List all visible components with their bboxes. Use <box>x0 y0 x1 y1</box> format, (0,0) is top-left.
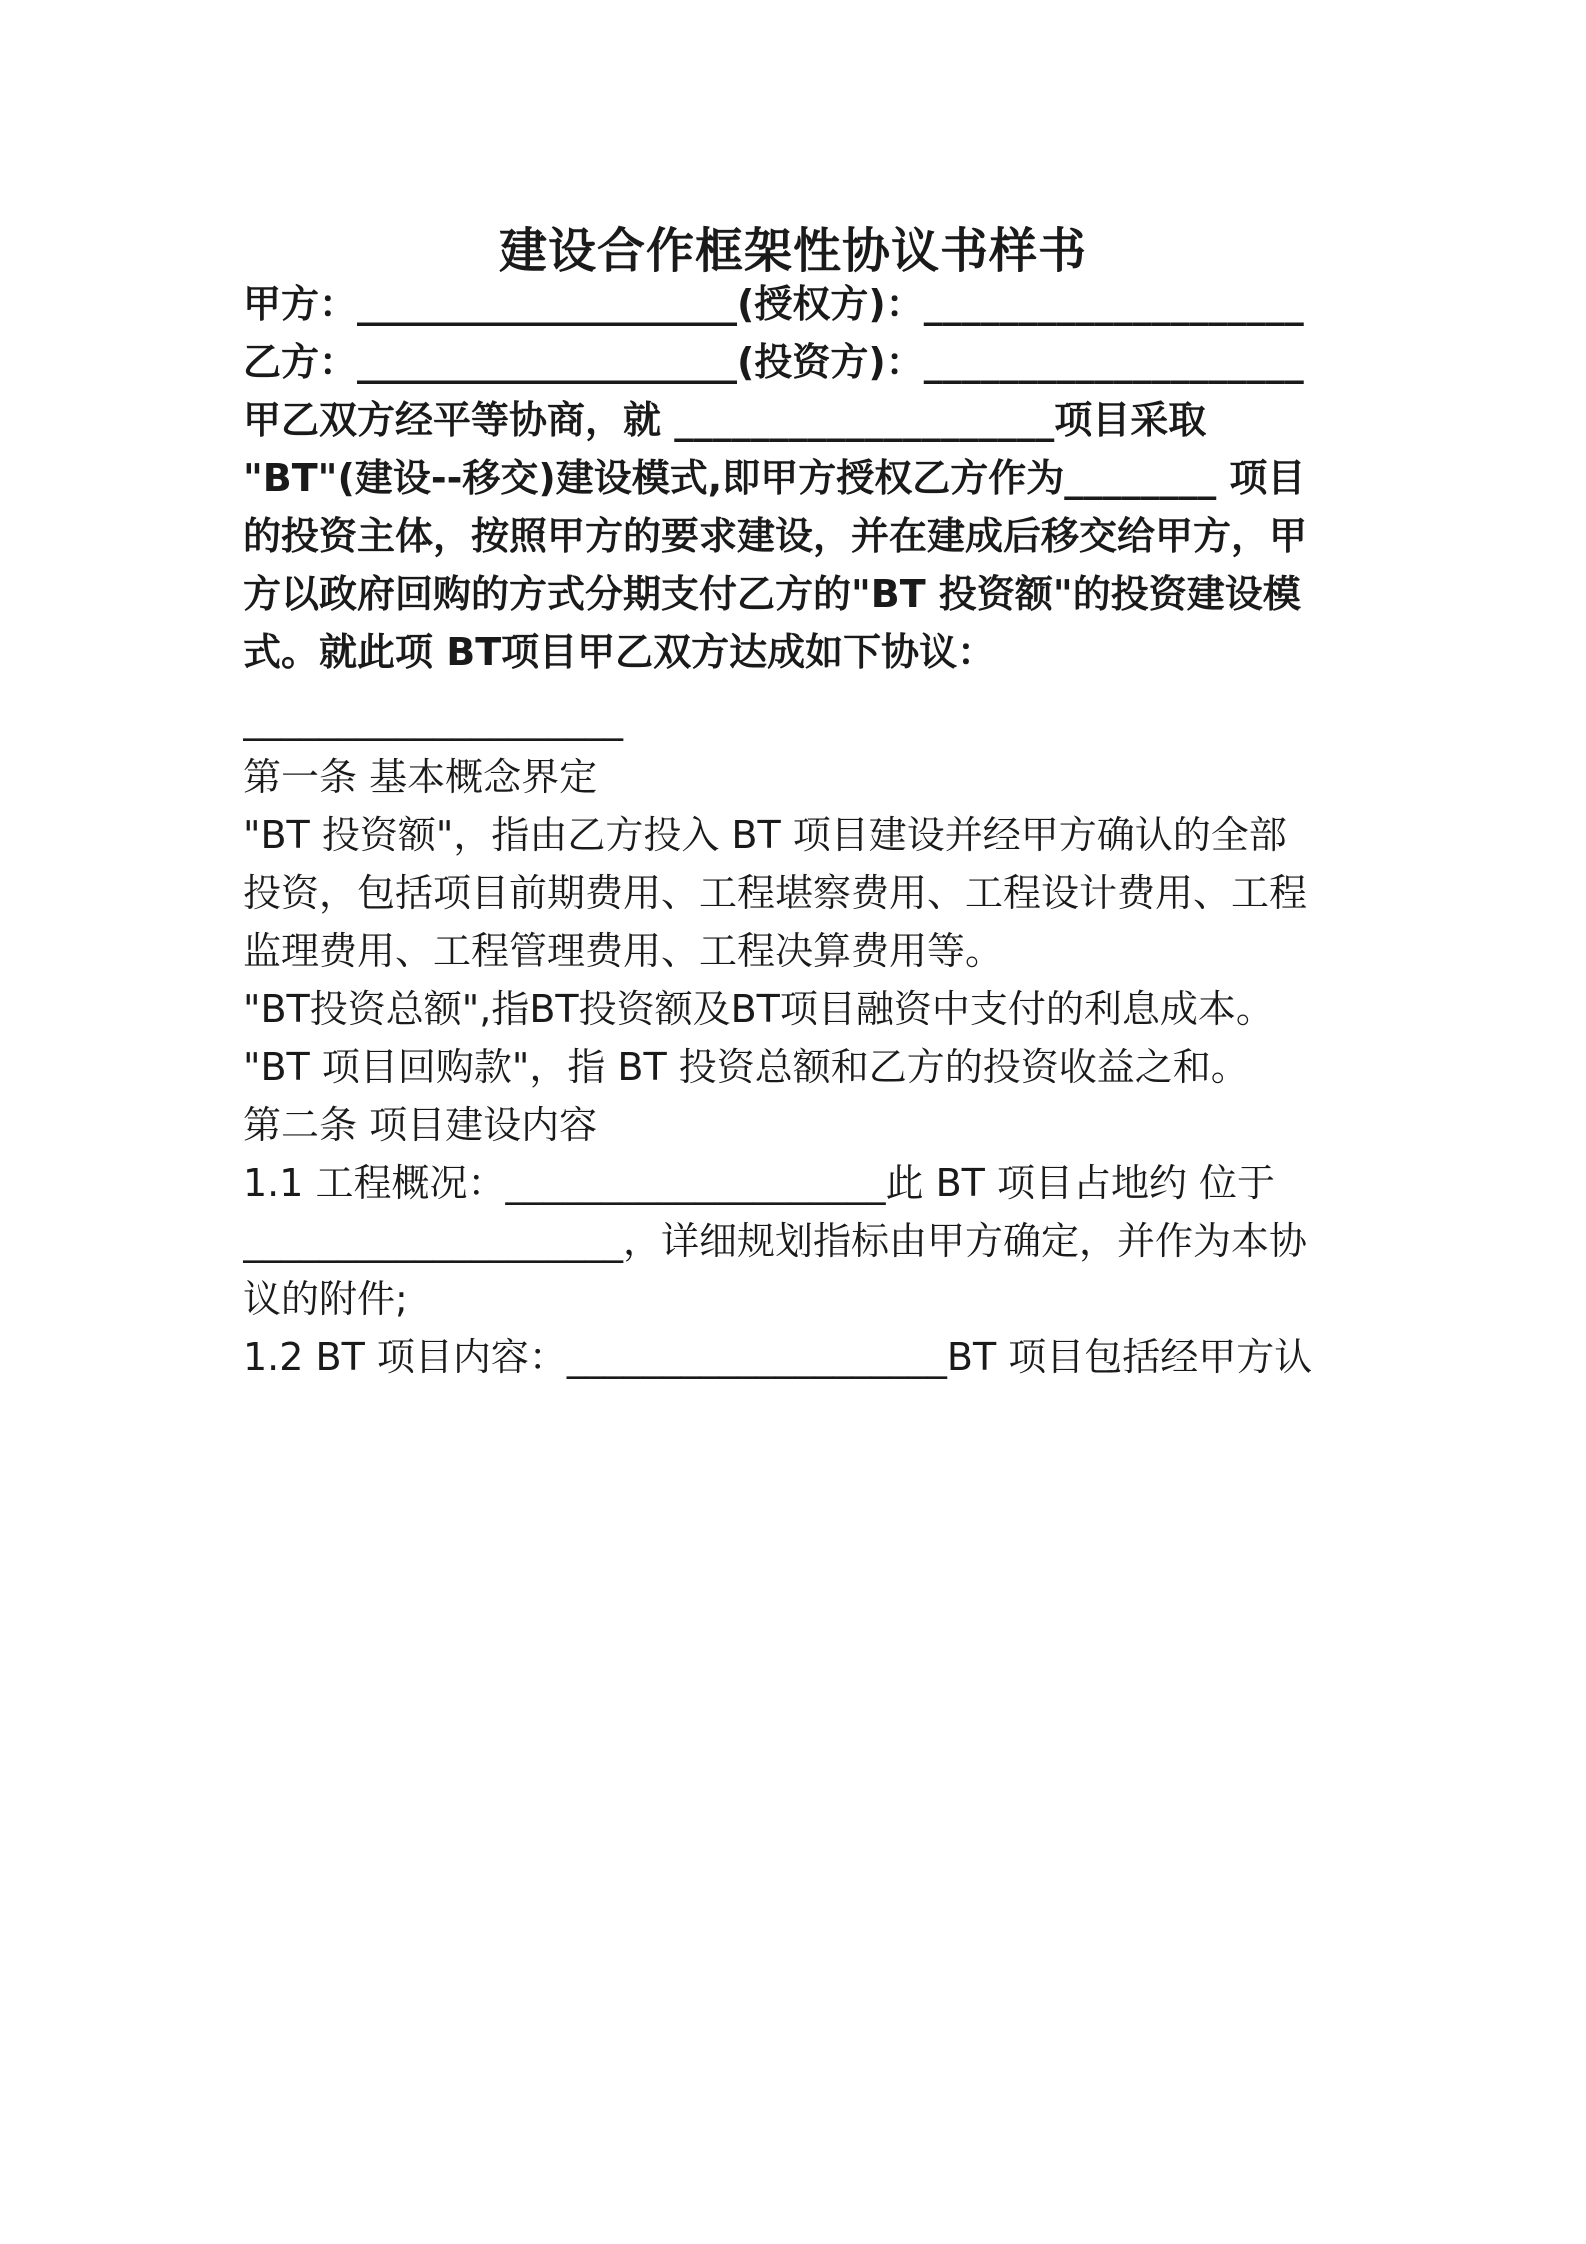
body-line: 监理费用、工程管理费用、工程决算费用等。 <box>243 929 1004 973</box>
blank-line: ____________________ <box>243 697 623 741</box>
body-line: 的投资主体，按照甲方的要求建设，并在建成后移交给甲方，甲 <box>243 514 1308 558</box>
party-b-line: 乙方：____________________(投资方)：____________________ <box>243 340 1304 384</box>
document-title: 建设合作框架性协议书样书 <box>498 223 1087 279</box>
body-line: "BT 投资额"，指由乙方投入 BT 项目建设并经甲方确认的全部 <box>243 813 1287 857</box>
body-line: 甲乙双方经平等协商，就 ____________________项目采取 <box>243 398 1207 442</box>
body-line: ____________________，详细规划指标由甲方确定，并作为本协 <box>243 1219 1308 1263</box>
article-heading: 第一条 基本概念界定 <box>243 755 598 799</box>
body-line: 投资，包括项目前期费用、工程堪察费用、工程设计费用、工程 <box>243 871 1308 915</box>
article-heading: 第二条 项目建设内容 <box>243 1103 598 1147</box>
body-line: 1.1 工程概况：____________________此 BT 项目占地约 位于 <box>243 1161 1276 1205</box>
body-line: 式。就此项 BT项目甲乙双方达成如下协议： <box>243 630 996 674</box>
party-a-line: 甲方：____________________(授权方)：____________________ <box>243 282 1304 326</box>
body-line: 议的附件; <box>243 1277 408 1321</box>
body-line: "BT投资总额",指BT投资额及BT项目融资中支付的利息成本。 <box>243 987 1274 1031</box>
body-line: "BT"(建设--移交)建设模式,即甲方授权乙方作为________ 项目 <box>243 456 1306 500</box>
body-line: "BT 项目回购款"，指 BT 投资总额和乙方的投资收益之和。 <box>243 1045 1249 1089</box>
body-line: 1.2 BT 项目内容：____________________BT 项目包括经甲方认 <box>243 1335 1313 1379</box>
body-line: 方以政府回购的方式分期支付乙方的"BT 投资额"的投资建设模 <box>243 572 1301 616</box>
